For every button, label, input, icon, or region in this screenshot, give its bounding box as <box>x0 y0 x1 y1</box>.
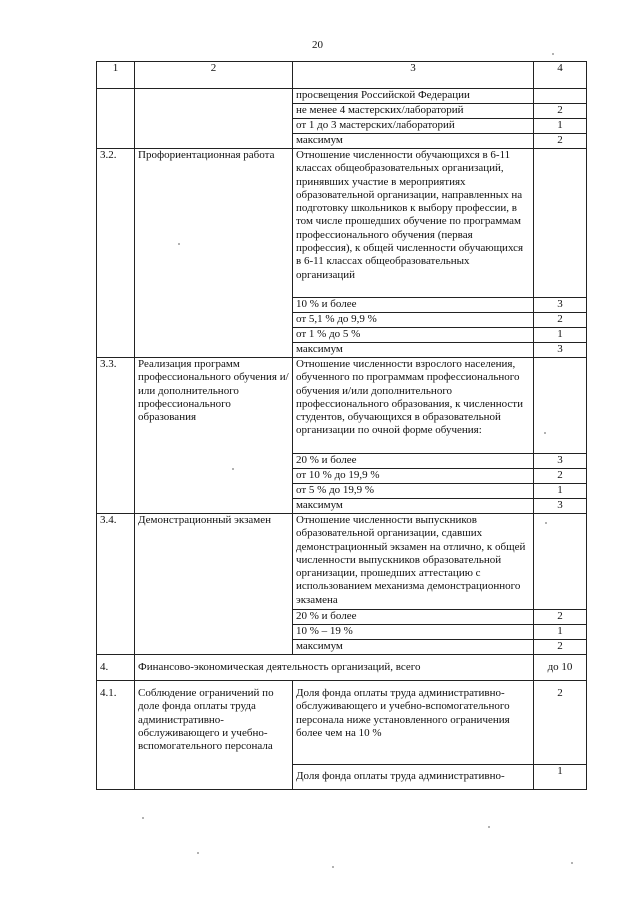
criterion-cell: от 1 % до 5 % <box>293 328 534 343</box>
score-cell: 2 <box>534 610 587 625</box>
criterion-cell: от 5,1 % до 9,9 % <box>293 313 534 328</box>
score-cell: 3 <box>534 454 587 469</box>
row-number-cell <box>97 89 135 149</box>
row-number-cell: 4. <box>97 655 135 681</box>
score-cell: 1 <box>534 328 587 343</box>
scan-speck <box>545 522 547 524</box>
table-header-row <box>97 62 587 89</box>
row-number-cell: 3.3. <box>97 358 135 514</box>
criterion-cell: 20 % и более <box>293 610 534 625</box>
criterion-cell: Доля фонда оплаты труда административно-обслуживающего и учебно-вспомогательного персонала ниже установленного ограничения более чем на 10 % <box>293 681 534 765</box>
header-col-2: 2 <box>135 62 293 89</box>
row-title-cell: Соблюдение ограничений по доле фонда оплаты труда административно-обслуживающего и учебно-вспомогательного персонала <box>135 681 293 790</box>
row-title-cell: Профориентационная работа <box>135 149 293 358</box>
scan-speck <box>232 468 234 470</box>
scan-speck <box>571 862 573 864</box>
page-number: 20 <box>312 39 323 51</box>
table-row <box>97 514 587 610</box>
score-cell: 2 <box>534 313 587 328</box>
row-number-cell: 4.1. <box>97 681 135 790</box>
scan-speck <box>544 432 546 434</box>
score-cell: 1 <box>534 765 587 790</box>
score-cell: 2 <box>534 681 587 765</box>
score-cell: 2 <box>534 469 587 484</box>
header-col-3: 3 <box>293 62 534 89</box>
score-cell <box>534 514 587 610</box>
scan-speck <box>332 866 334 868</box>
score-cell: 2 <box>534 640 587 655</box>
row-title-cell <box>135 89 293 149</box>
section-title-cell: Финансово-экономическая деятельность организаций, всего <box>135 655 534 681</box>
criterion-cell: Отношение численности выпускников образовательной организации, сдавших демонстрационный экзамен на отлично, к общей численности выпускников образовательной организации, прошедших аттестацию с использованием механизма демонстрационного экзамена <box>293 514 534 610</box>
criteria-table <box>96 61 587 790</box>
criterion-cell: не менее 4 мастерских/лабораторий <box>293 104 534 119</box>
score-cell: 2 <box>534 134 587 149</box>
score-cell: 1 <box>534 119 587 134</box>
score-cell <box>534 89 587 104</box>
criterion-cell: от 10 % до 19,9 % <box>293 469 534 484</box>
criterion-cell: от 1 до 3 мастерских/лабораторий <box>293 119 534 134</box>
score-cell: 3 <box>534 298 587 313</box>
criterion-cell: Отношение численности взрослого населения, обученного по программам профессионального обучения и/или дополнительного профессионального образования, к численности студентов, обучающихся в образовательной организации по очной форме обучения: <box>293 358 534 454</box>
row-title-cell: Демонстрационный экзамен <box>135 514 293 655</box>
criterion-cell: Доля фонда оплаты труда административно- <box>293 765 534 790</box>
criterion-cell: 10 % – 19 % <box>293 625 534 640</box>
criterion-cell: просвещения Российской Федерации <box>293 89 534 104</box>
criterion-cell: 10 % и более <box>293 298 534 313</box>
table-row <box>97 149 587 298</box>
scan-speck <box>142 817 144 819</box>
scan-speck <box>178 243 180 245</box>
criterion-cell: максимум <box>293 134 534 149</box>
criterion-cell: 20 % и более <box>293 454 534 469</box>
scan-speck <box>197 852 199 854</box>
row-title-cell: Реализация программ профессионального обучения и/или дополнительного профессионального образования <box>135 358 293 514</box>
table-row <box>97 358 587 454</box>
score-cell: 1 <box>534 625 587 640</box>
score-cell: 3 <box>534 343 587 358</box>
scan-speck <box>552 53 554 55</box>
score-cell <box>534 149 587 298</box>
row-number-cell: 3.2. <box>97 149 135 358</box>
header-col-1: 1 <box>97 62 135 89</box>
criterion-cell: от 5 % до 19,9 % <box>293 484 534 499</box>
table-row <box>97 89 587 104</box>
criterion-cell: максимум <box>293 640 534 655</box>
scan-speck <box>488 826 490 828</box>
score-cell <box>534 358 587 454</box>
table-row <box>97 681 587 765</box>
criterion-cell: максимум <box>293 499 534 514</box>
table-row <box>97 655 587 681</box>
header-col-4: 4 <box>534 62 587 89</box>
criterion-cell: максимум <box>293 343 534 358</box>
criterion-cell: Отношение численности обучающихся в 6-11 классах общеобразовательных организаций, принявших участие в мероприятиях образовательной организации, направленных на подготовку школьников к выбору профессии, в том числе прошедших обучение по программам профессионального обучения (первая профессия), к общей численности обучающихся в 6-11 классах общеобразовательных организаций <box>293 149 534 298</box>
score-cell: 1 <box>534 484 587 499</box>
score-cell: до 10 <box>534 655 587 681</box>
score-cell: 2 <box>534 104 587 119</box>
row-number-cell: 3.4. <box>97 514 135 655</box>
score-cell: 3 <box>534 499 587 514</box>
